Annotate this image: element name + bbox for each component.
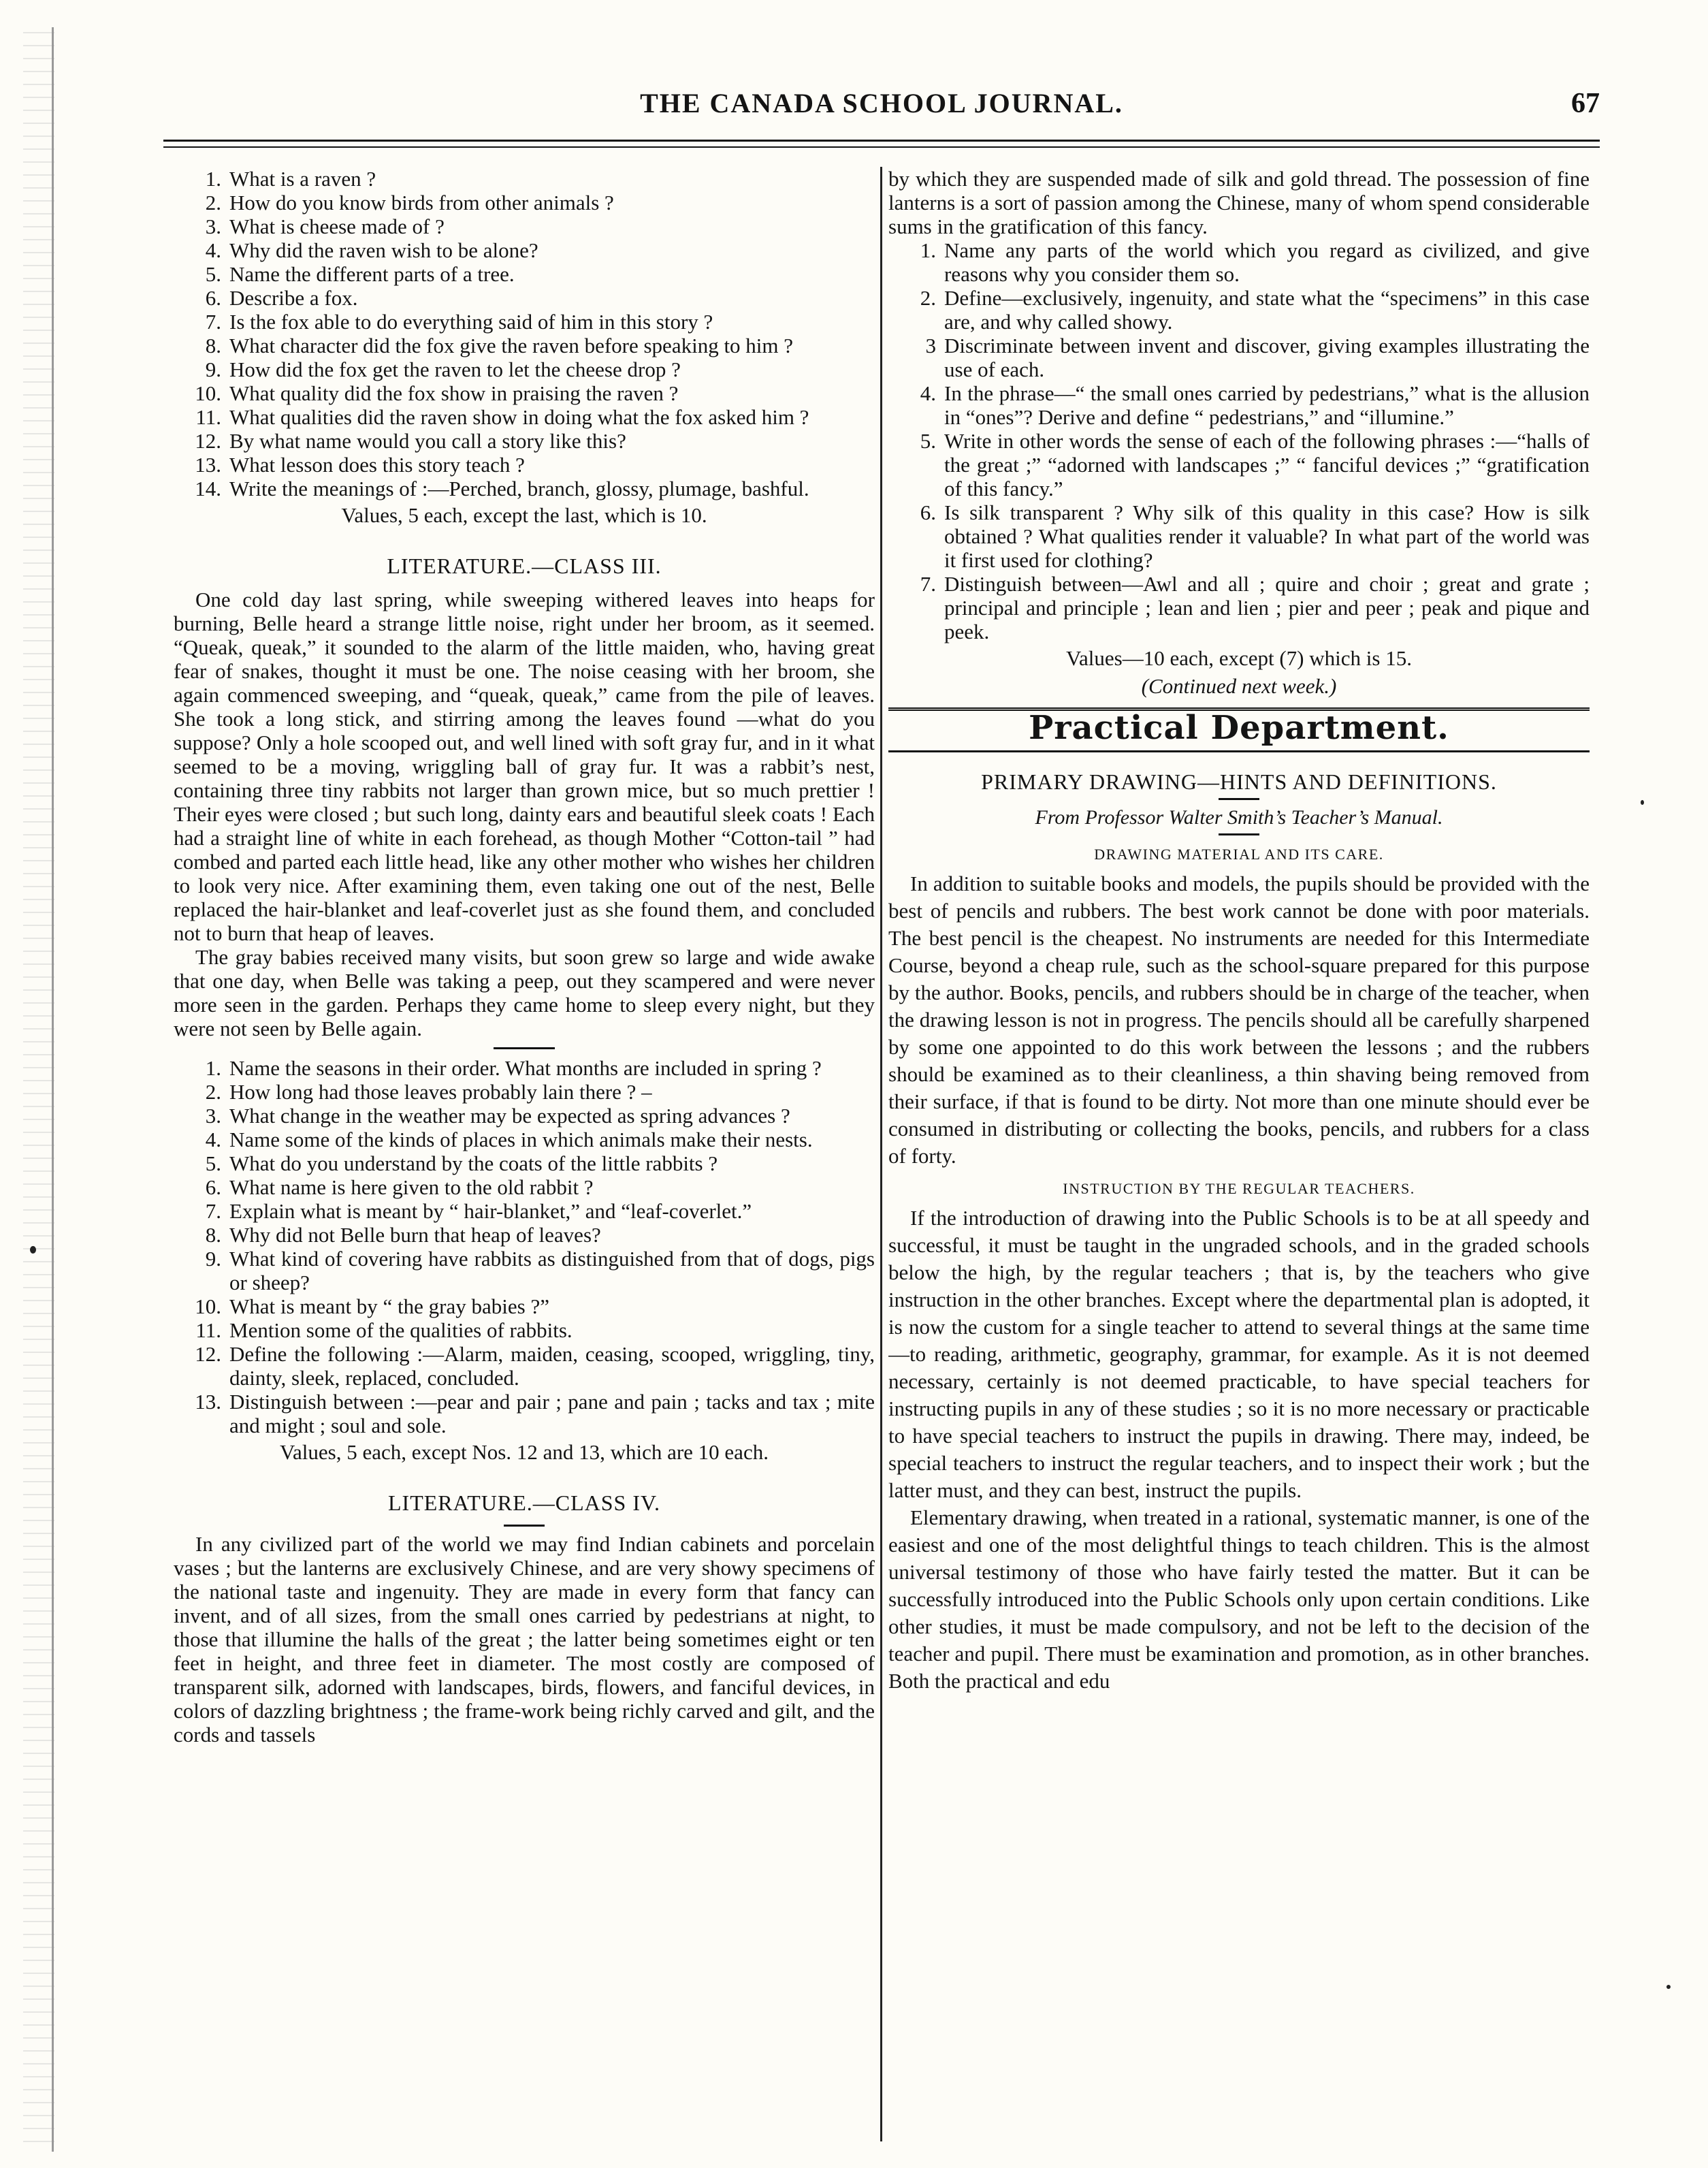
right-column (888, 167, 1590, 2141)
question-number: 10. (195, 381, 221, 405)
question-number: 14. (195, 477, 221, 500)
question-text: Explain what is meant by “ hair-blanket,” and “leaf-coverlet.” (229, 1199, 752, 1223)
paragraph: Elementary drawing, when treated in a rational, systematic manner, is one of the easiest and one of the most delightful things to teach children. This is the almost universal testimony of those who have fairly tested the matter. But it can be successfully introduced into the Public Schools only upon certain conditions. Like other studies, it must be made compulsory, and not be left to the decision of the teacher and pupil. There must be examination and promotion, as in other branches. Both the practical and edu (888, 1505, 1590, 1693)
question-number: 13. (195, 453, 221, 477)
question-text: What change in the weather may be expected as spring advances ? (229, 1104, 790, 1128)
question-number: 7. (205, 310, 221, 334)
question-item (174, 1080, 875, 1104)
paragraph: One cold day last spring, while sweeping withered leaves into heaps for burning, Belle heard a strange little noise, right under her broom, as it seemed. “Queak, queak,” it sounded to the alarm of the little maiden, who, having great fear of snakes, thought it must be one. The noise ceasing with her broom, she again commenced sweeping, and “queak, queak,” came from the pile of leaves. She took a long stick, and stirring among the leaves found —what do you suppose? Only a hole scooped out, and well lined with soft gray fur, and in it what seemed to be a moving, wriggling ball of gray fur. It was a rabbit’s nest, containing three tiny rabbits not larger than grown mice, but so much prettier ! Their eyes were closed ; but such long, dainty ears and beautiful sleek coats ! Each had a straight line of white in each forehead, as though Mother “Cotton-tail ” had combed and parted each little head, like any other mother who wishes her children to look very nice. After examining them, even taking one out of the nest, Belle replaced the hair-blanket and leaf-coverlet just as she found them, and concluded not to burn that heap of leaves. (174, 588, 875, 945)
question-item (888, 381, 1590, 429)
question-text: What lesson does this story teach ? (229, 453, 525, 477)
section-rule (504, 1525, 545, 1527)
raven-values: Values, 5 each, except the last, which is 10. (341, 503, 707, 527)
question-text: What do you understand by the coats of the little rabbits ? (229, 1151, 718, 1175)
question-item (174, 262, 875, 286)
class3-questions (174, 1056, 875, 1437)
department-band (888, 707, 1590, 752)
continued-notice: (Continued next week.) (1141, 674, 1337, 698)
question-number: 10. (195, 1294, 221, 1318)
question-item (888, 238, 1590, 286)
ink-speck (1641, 800, 1644, 805)
running-head (163, 87, 1600, 135)
question-item (888, 286, 1590, 334)
question-number: 5. (205, 1151, 221, 1175)
paragraph: The gray babies received many visits, but soon grew so large and wide awake that one day, when Belle was taking a peep, out they scampered and were never more seen in the garden. Perhaps they came home to sleep every night, but they were not seen by Belle again. (174, 945, 875, 1040)
class3-title: LITERATURE.—CLASS III. (387, 554, 662, 578)
question-number: 4. (920, 381, 936, 405)
question-item (174, 1104, 875, 1128)
question-item (174, 1056, 875, 1080)
question-text: What character did the fox give the raven before speaking to him ? (229, 334, 794, 357)
question-text: What is cheese made of ? (229, 214, 445, 238)
question-item (888, 429, 1590, 500)
page-number: 67 (1571, 88, 1600, 119)
question-item (174, 1294, 875, 1318)
question-number: 12. (195, 429, 221, 453)
paragraph: If the introduction of drawing into the Public Schools is to be at all speedy and successful, it must be taught in the ungraded schools, and in the graded schools below the high, by the regular teachers ; that is, by the teachers who give instruction in the other branches. Except where the departmental plan is adopted, it is now the custom for a single teacher to attend to several things at the same time—to reading, arithmetic, geography, grammar, for example. As it is not deemed necessary, certainly is not deemed practicable, to have special teachers for instructing pupils in any of these studies ; so it is no more necessary or practicable to have special teachers to instruct the pupils in drawing. There may, indeed, be special teachers to instruct the regular teachers, and to inspect their work ; but the latter must, and they can best, instruct the pupils. (888, 1206, 1590, 1502)
question-number: 2. (205, 191, 221, 214)
question-text: What qualities did the raven show in doing what the fox asked him ? (229, 405, 809, 429)
question-text: Write the meanings of :—Perched, branch, glossy, plumage, bashful. (229, 477, 809, 500)
question-number: 9. (205, 1247, 221, 1271)
question-item (174, 357, 875, 381)
question-text: Distinguish between :—pear and pair ; pane and pain ; tacks and tax ; mite and might ; soul and sole. (229, 1390, 875, 1437)
question-number: 5. (920, 429, 936, 453)
question-number: 1. (920, 238, 936, 262)
question-item (888, 500, 1590, 572)
question-text: How do you know birds from other animals ? (229, 191, 614, 214)
subhead-instruction: INSTRUCTION BY THE REGULAR TEACHERS. (1063, 1180, 1415, 1197)
question-text: What is meant by “ the gray babies ?” (229, 1294, 549, 1318)
question-item (174, 381, 875, 405)
article-source: From Professor Walter Smith’s Teacher’s Manual. (1035, 806, 1443, 829)
question-number: 5. (205, 262, 221, 286)
department-title: Practical Department. (1029, 709, 1449, 747)
class3-story (174, 588, 875, 1040)
ink-speck (1666, 1985, 1671, 1989)
binding-edge (23, 27, 54, 2152)
question-text: Name the seasons in their order. What months are included in spring ? (229, 1056, 822, 1080)
class4-values: Values—10 each, except (7) which is 15. (1066, 646, 1412, 670)
question-item (174, 453, 875, 477)
question-number: 3. (205, 214, 221, 238)
materials-paragraph: In addition to suitable books and models, the pupils should be provided with the best of pencils and rubbers. The best work cannot be done with poor materials. The best pencil is the cheapest. No instruments are needed for this Intermediate Course, beyond a cheap rule, such as the school-square prepared for this purpose by the author. Books, pencils, and rubbers should be in charge of the teacher, when the drawing lesson is not in progress. The pencils should all be carefully sharpened by some one appointed to do this work between the lessons ; and the rubbers should be examined as to their cleanliness, a thin shaving being removed from their surface, if that is found to be dirty. Not more than one minute should ever be consumed in distributing or collecting the books, pencils, and rubbers for a class of forty. (888, 872, 1590, 1168)
class4-paragraph: In any civilized part of the world we may find Indian cabinets and porcelain vases ; but the lanterns are exclusively Chinese, and are very showy specimens of the national taste and ingenuity. They are made in every form that fancy can invent, and of all sizes, from the small ones carried by pedestrians at night, to those that illumine the halls of the great ; the latter being sometimes eight or ten feet in height, and three feet in diameter. The most costly are composed of transparent silk, adorned with landscapes, birds, flowers, and fanciful devices, in colors of dazzling brightness ; the frame-work being richly carved and gilt, and the cords and tassels (174, 1532, 875, 1747)
question-text: Why did not Belle burn that heap of leaves? (229, 1223, 601, 1247)
question-item (174, 1390, 875, 1437)
question-text: Why did the raven wish to be alone? (229, 238, 538, 262)
section-rule (494, 1047, 555, 1049)
question-number: 9. (205, 357, 221, 381)
question-number: 6. (920, 500, 936, 524)
question-text: Name any parts of the world which you regard as civilized, and give reasons why you consider them so. (944, 238, 1590, 286)
question-item (174, 429, 875, 453)
question-item (888, 334, 1590, 381)
class4-title: LITERATURE.—CLASS IV. (388, 1490, 660, 1515)
question-text: What quality did the fox show in praising the raven ? (229, 381, 679, 405)
question-text: How long had those leaves probably lain there ? – (229, 1080, 652, 1104)
question-number: 2. (920, 286, 936, 310)
instruction-body (888, 1205, 1590, 1695)
question-text: Name some of the kinds of places in which animals make their nests. (229, 1128, 813, 1151)
question-text: By what name would you call a story like this? (229, 429, 626, 453)
question-number: 1. (205, 167, 221, 191)
question-item (174, 477, 875, 500)
question-number: 2. (205, 1080, 221, 1104)
question-number: 1. (205, 1056, 221, 1080)
header-rule-top (163, 140, 1600, 142)
question-item (174, 1151, 875, 1175)
column-divider (880, 167, 882, 2141)
question-number: 3 (925, 334, 936, 357)
question-text: What is a raven ? (229, 167, 376, 191)
raven-questions (174, 167, 875, 500)
question-item (174, 1128, 875, 1151)
class4-continuation: by which they are suspended made of silk and gold thread. The possession of fine lanterns is a sort of passion among the Chinese, many of whom spend considerable sums in the gratification of this fancy. (888, 167, 1590, 238)
question-item (174, 1175, 875, 1199)
question-number: 7. (205, 1199, 221, 1223)
question-item (888, 572, 1590, 643)
left-column (174, 167, 875, 2141)
question-text: Discriminate between invent and discover, giving examples illustrating the use of each. (944, 334, 1590, 381)
journal-title: THE CANADA SCHOOL JOURNAL. (640, 88, 1123, 118)
question-item (174, 1342, 875, 1390)
article-title: PRIMARY DRAWING—HINTS AND DEFINITIONS. (981, 769, 1497, 794)
ink-speck (30, 1246, 36, 1254)
source-rule (1219, 833, 1259, 835)
question-text: What kind of covering have rabbits as distinguished from that of dogs, pigs or sheep? (229, 1247, 875, 1294)
question-item (174, 1318, 875, 1342)
question-number: 6. (205, 286, 221, 310)
question-text: Name the different parts of a tree. (229, 262, 515, 286)
question-text: Define—exclusively, ingenuity, and state what the “specimens” in this case are, and why called showy. (944, 286, 1590, 334)
subhead-materials: DRAWING MATERIAL AND ITS CARE. (1094, 846, 1384, 863)
question-item (174, 238, 875, 262)
drawing-article (888, 770, 1590, 1695)
question-text: In the phrase—“ the small ones carried by pedestrians,” what is the allusion in “ones”? Derive and define “ pedestrians,” and “illumine.” (944, 381, 1590, 429)
question-item (174, 405, 875, 429)
question-item (174, 310, 875, 334)
question-text: Write in other words the sense of each of the following phrases :—“halls of the great ;” “adorned with landscapes ;” “ fanciful devices ;” “gratification of this fancy.” (944, 429, 1590, 500)
question-text: Mention some of the qualities of rabbits. (229, 1318, 573, 1342)
question-number: 7. (920, 572, 936, 596)
question-number: 12. (195, 1342, 221, 1366)
binding-rule (52, 27, 54, 2152)
question-text: How did the fox get the raven to let the cheese drop ? (229, 357, 681, 381)
question-number: 8. (205, 1223, 221, 1247)
question-number: 6. (205, 1175, 221, 1199)
question-item (174, 167, 875, 191)
question-item (174, 286, 875, 310)
class3-values: Values, 5 each, except Nos. 12 and 13, which are 10 each. (280, 1440, 769, 1464)
question-text: What name is here given to the old rabbit ? (229, 1175, 594, 1199)
class4-questions (888, 238, 1590, 643)
question-number: 4. (205, 1128, 221, 1151)
question-item (174, 1199, 875, 1223)
question-text: Distinguish between—Awl and all ; quire and choir ; great and grate ; principal and principle ; lean and lien ; pier and peer ; peak and pique and peek. (944, 572, 1590, 643)
question-text: Is silk transparent ? Why silk of this quality in this case? How is silk obtained ? What qualities render it valuable? In what part of the world was it first used for clothing? (944, 500, 1590, 572)
title-rule (1219, 798, 1259, 800)
question-item (174, 191, 875, 214)
question-item (174, 334, 875, 357)
question-text: Describe a fox. (229, 286, 358, 310)
question-number: 3. (205, 1104, 221, 1128)
question-item (174, 1247, 875, 1294)
question-text: Define the following :—Alarm, maiden, ceasing, scooped, wriggling, tiny, dainty, sleek, replaced, concluded. (229, 1342, 875, 1390)
question-number: 4. (205, 238, 221, 262)
question-item (174, 1223, 875, 1247)
question-number: 11. (195, 405, 221, 429)
question-item (174, 214, 875, 238)
question-number: 8. (205, 334, 221, 357)
question-text: Is the fox able to do everything said of him in this story ? (229, 310, 713, 334)
question-number: 11. (195, 1318, 221, 1342)
header-rule-bottom (163, 146, 1600, 148)
question-number: 13. (195, 1390, 221, 1414)
